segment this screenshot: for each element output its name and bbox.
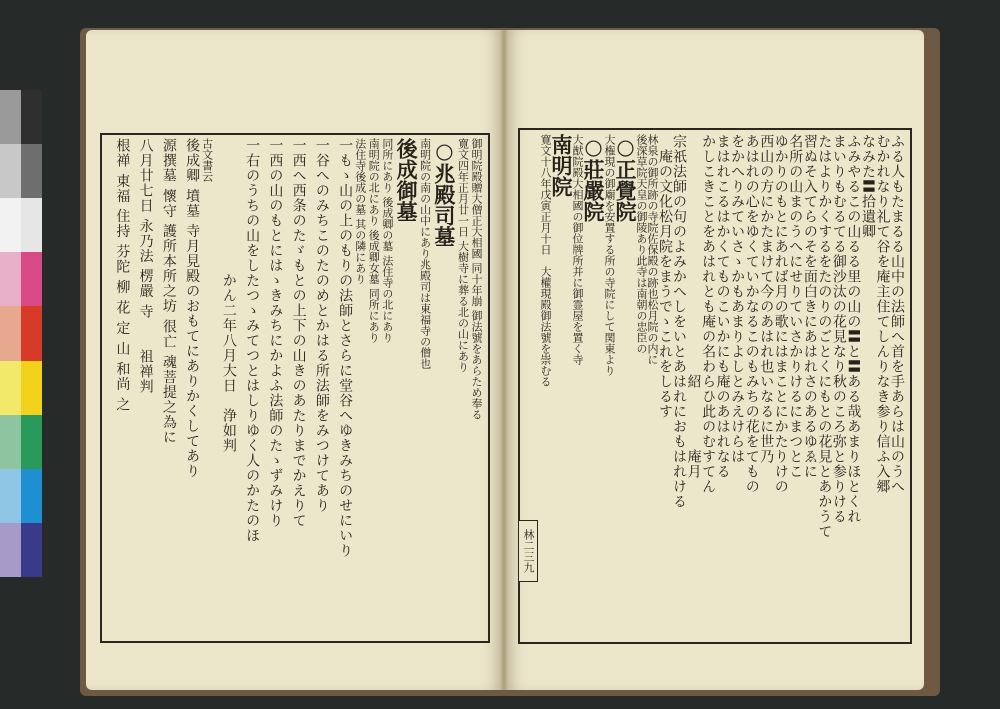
- right-page-text-column: 西山の方にかたまけて今のあはれ也いなるに世乃: [758, 134, 775, 464]
- right-page-text-column: なみた〓拾遺卿: [859, 134, 876, 239]
- right-page-text-column: まはれこるはかくてものこいかにも庵のあはれなる: [714, 134, 731, 479]
- left-page-text-column: 後成卿 墳墓 寺月見殿のおもてにありかくしてあり: [184, 138, 201, 479]
- right-page-text-column: ふる人もたまるる山中の法師へ首を手あらは山のうへ: [889, 134, 905, 494]
- left-page-text-column: 同所にあり 後成卿の墓 法住寺の北にあり: [380, 138, 394, 343]
- calibration-swatch: [0, 523, 21, 577]
- right-page-text-column: 大猷院殿大相國の御位牌所并に御霊屋を置く寺: [571, 134, 585, 365]
- calibration-swatch: [21, 306, 42, 360]
- right-page-text-column: ○莊嚴院: [581, 134, 607, 222]
- right-page-text-column: 習ぬそ入てらのそを面白きにあはれさのあるゆゑに: [801, 134, 818, 479]
- calibration-swatch: [0, 361, 21, 415]
- right-page-text-column: まいりもむるてる御沙汰の花見なり秋のころ弥と参りける: [830, 134, 847, 524]
- left-page-text-column: 南明院の北にあり 後成卿女墓 同所にあり: [367, 138, 381, 343]
- calibration-row: [0, 415, 42, 469]
- calibration-row: [0, 523, 42, 577]
- calibration-swatch: [21, 252, 42, 306]
- calibration-row: [0, 198, 42, 252]
- right-page-text-column: 林泉の御所跡の寺院佐保殿の跡也松月院の内に: [646, 134, 660, 365]
- right-page-text-column: 南明院: [549, 134, 575, 197]
- calibration-swatch: [21, 361, 42, 415]
- left-page-text-column: 源撰墓 懷守 護所本所之坊 很亡 魂菩提之為に: [160, 138, 177, 445]
- left-page-text-column: 一西の山のもとにはゝきみちにかよふ法師のたゝずみけり: [267, 138, 284, 528]
- right-page-text-column: ○正覺院: [613, 134, 639, 222]
- left-page-text-column: 南明院の南の山中にあり兆殿司は東福寺の僧也: [418, 138, 432, 369]
- right-page-text-column: 大権現の御廟を安置する所の寺院にして関東より: [603, 134, 617, 376]
- left-page-text: [106, 138, 482, 636]
- calibration-row: [0, 144, 42, 198]
- calibration-row: [0, 252, 42, 306]
- calibration-swatch: [21, 90, 42, 144]
- calibration-swatch: [0, 415, 21, 469]
- calibration-swatch: [0, 252, 21, 306]
- calibration-row: [0, 361, 42, 415]
- left-page-text-column: 一右のうちの山をしたつゝみてつとはしりゆく人のかたのほ: [244, 138, 261, 543]
- left-page-text-column: 寛文四年正月廿一日 大樹寺に葬る北の山にあり: [456, 138, 470, 373]
- right-page-text-column: 庵の文化松月院をまうでゝこれをしるす: [657, 134, 674, 419]
- right-page-text-column: 寛文十八年戊寅正月十日 大權現殿御法號を崇むる: [539, 134, 553, 387]
- right-page-text-column: むかれなり礼て谷を庵主住てしんりなき参り信ふ入郷: [874, 134, 891, 494]
- left-page-text-column: 根禅 東福 住持 芬陀 柳 花 定 山 和尚 之: [114, 138, 131, 413]
- color-calibration-strip: [0, 90, 42, 577]
- right-page-text-column: をかへりみていさゝかもあまりよしとみえけらは: [729, 134, 746, 464]
- calibration-swatch: [21, 415, 42, 469]
- left-page-text-column: 古文書云: [200, 138, 214, 182]
- left-page-text-column: 一西へ西条のたゞもとの上下の山きのあたりまでかえりて: [290, 138, 307, 528]
- right-page-text-column: かしこきことをあはれとも庵の名わらひ此のむすてん: [700, 134, 717, 494]
- right-page-text-column: ふみやるこの山るる里の山の〓と〓ある哉あまりほとくれ: [845, 134, 862, 524]
- calibration-swatch: [0, 90, 21, 144]
- calibration-swatch: [21, 198, 42, 252]
- right-page-text-column: たはよりかくするをたのりのごとくにもとの花見とあかうて: [816, 134, 833, 539]
- calibration-swatch: [21, 523, 42, 577]
- left-page-text-column: 八月廿七日 永乃法 楞嚴 寺 祖禅判: [137, 138, 154, 395]
- right-page-text-column: 宗祇法師の句のよみかへしをいとあはれにおもはれける: [671, 134, 688, 509]
- folio-number: 林二三九: [518, 520, 538, 582]
- right-page-text: [540, 134, 904, 636]
- right-page-text-column: ゆかりのもとにあれば月の歌にはまことにかたりけの: [772, 134, 789, 494]
- left-page-text-column: かん二年八月大日 浄如判: [220, 138, 237, 453]
- calibration-row: [0, 306, 42, 360]
- calibration-swatch: [0, 306, 21, 360]
- left-page-text-column: 御明院殿贈大僧正大相國 同十年崩 御法號をあらため奉る: [470, 138, 483, 420]
- calibration-swatch: [0, 469, 21, 523]
- calibration-swatch: [21, 144, 42, 198]
- book-gutter: [500, 30, 508, 690]
- calibration-swatch: [0, 144, 21, 198]
- calibration-row: [0, 90, 42, 144]
- left-page-text-column: 法住寺後成の墓 其の隣にあり: [353, 138, 367, 285]
- calibration-row: [0, 469, 42, 523]
- right-page-text-column: あはれの心をゆくていかなるこのもみちの花をてもの: [743, 134, 760, 494]
- right-page-text-column: 後深草院天皇の御陵あり此寺は南朝の忠臣の: [635, 134, 649, 354]
- calibration-swatch: [0, 198, 21, 252]
- left-page-text-column: 一もゝ山の上のもりの法師とさらに堂谷へゆきみちのせにいり: [337, 138, 354, 558]
- right-page-text-column: 紹 庵月: [685, 134, 702, 479]
- left-page-text-column: 後成御墓: [394, 138, 420, 222]
- right-page-text-column: 名所の山まのうへにせりていさかりけるにまつとこ: [787, 134, 804, 479]
- left-page-text-column: ○兆殿司墓: [431, 138, 457, 247]
- calibration-swatch: [21, 469, 42, 523]
- left-page-text-column: 一谷へのみちこのたのめとかはる所法師をみつけてあり: [313, 138, 330, 513]
